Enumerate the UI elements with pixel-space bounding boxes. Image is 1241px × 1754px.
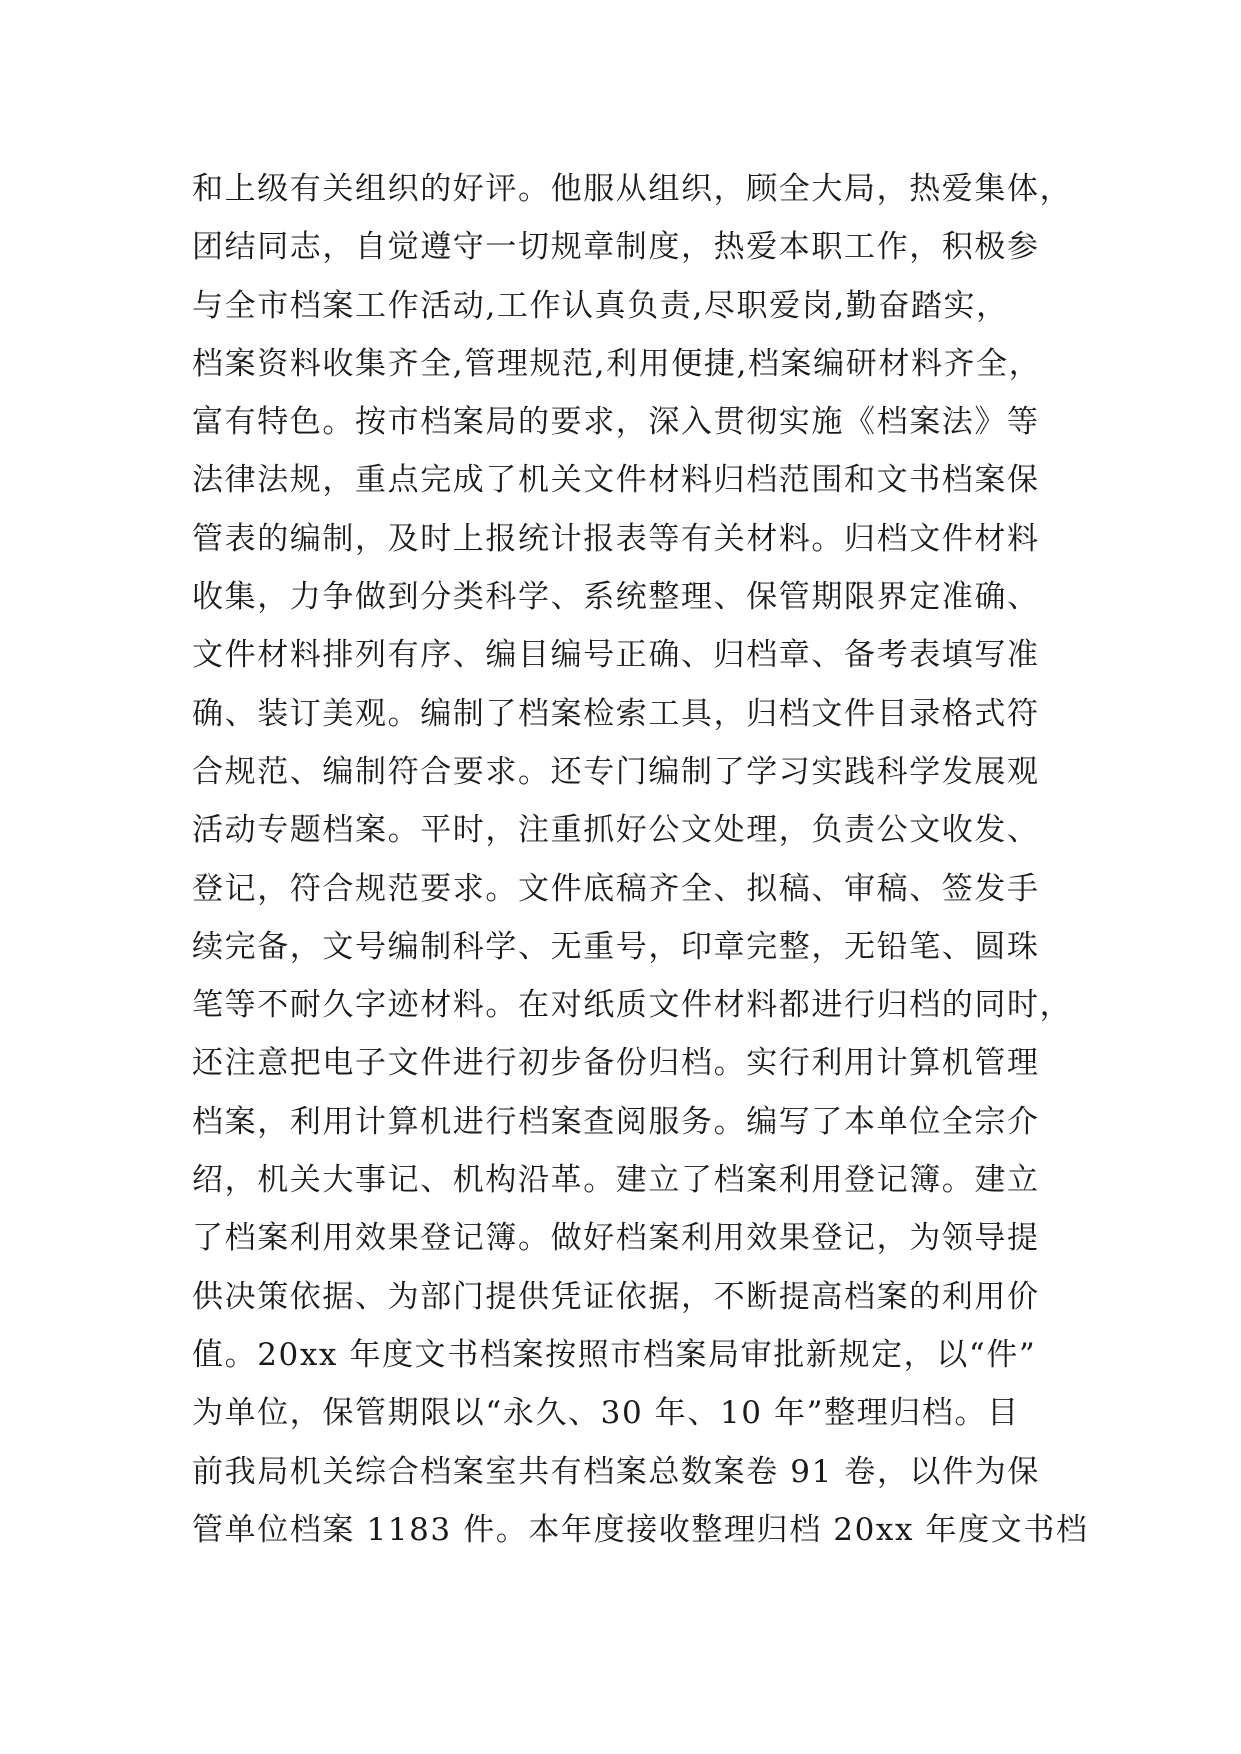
text-line: 管单位档案 1183 件。本年度接收整理归档 20xx 年度文书档: [192, 1511, 1089, 1548]
text-line: 团结同志，自觉遵守一切规章制度，热爱本职工作，积极参: [192, 229, 1040, 266]
text-line: 为单位，保管期限以“永久、30 年、10 年”整理归档。目: [192, 1395, 1020, 1432]
text-line: 前我局机关综合档案室共有档案总数案卷 91 卷，以件为保: [192, 1453, 1040, 1490]
body-text: [192, 160, 1089, 1559]
text-line: 与全市档案工作活动,工作认真负责,尽职爱岗,勤奋踏实，: [192, 287, 1009, 324]
text-line: 管表的编制，及时上报统计报表等有关材料。归档文件材料: [192, 520, 1040, 557]
text-line: 收集，力争做到分类科学、系统整理、保管期限界定准确、: [192, 579, 1040, 616]
text-line: 和上级有关组织的好评。他服从组织，顾全大局，热爱集体，: [192, 171, 1073, 207]
text-line: 活动专题档案。平时，注重抓好公文处理，负责公文收发、: [192, 812, 1040, 849]
text-line: 绍，机关大事记、机构沿革。建立了档案利用登记簿。建立: [192, 1162, 1040, 1199]
text-line: 值。20xx 年度文书档案按照市档案局审批新规定，以“件”: [192, 1336, 1037, 1373]
text-line: 了档案利用效果登记簿。做好档案利用效果登记，为领导提: [192, 1220, 1040, 1257]
text-line: 富有特色。按市档案局的要求，深入贯彻实施《档案法》等: [192, 404, 1040, 441]
text-line: 还注意把电子文件进行初步备份归档。实行利用计算机管理: [192, 1045, 1040, 1082]
text-line: 文件材料排列有序、编目编号正确、归档章、备考表填写准: [192, 637, 1040, 674]
text-line: 登记，符合规范要求。文件底稿齐全、拟稿、审稿、签发手: [192, 870, 1040, 907]
text-line: 档案，利用计算机进行档案查阅服务。编写了本单位全宗介: [192, 1103, 1040, 1140]
text-line: 确、装订美观。编制了档案检索工具，归档文件目录格式符: [192, 695, 1040, 732]
text-line: 档案资料收集齐全,管理规范,利用便捷,档案编研材料齐全，: [192, 345, 1042, 382]
text-line: 续完备，文号编制科学、无重号，印章完整，无铅笔、圆珠: [192, 928, 1040, 965]
text-line: 笔等不耐久字迹材料。在对纸质文件材料都进行归档的同时，: [192, 987, 1073, 1024]
text-line: 法律法规，重点完成了机关文件材料归档范围和文书档案保: [192, 462, 1040, 499]
text-line: 供决策依据、为部门提供凭证依据，不断提高档案的利用价: [192, 1278, 1040, 1315]
text-line: 合规范、编制符合要求。还专门编制了学习实践科学发展观: [192, 753, 1040, 790]
